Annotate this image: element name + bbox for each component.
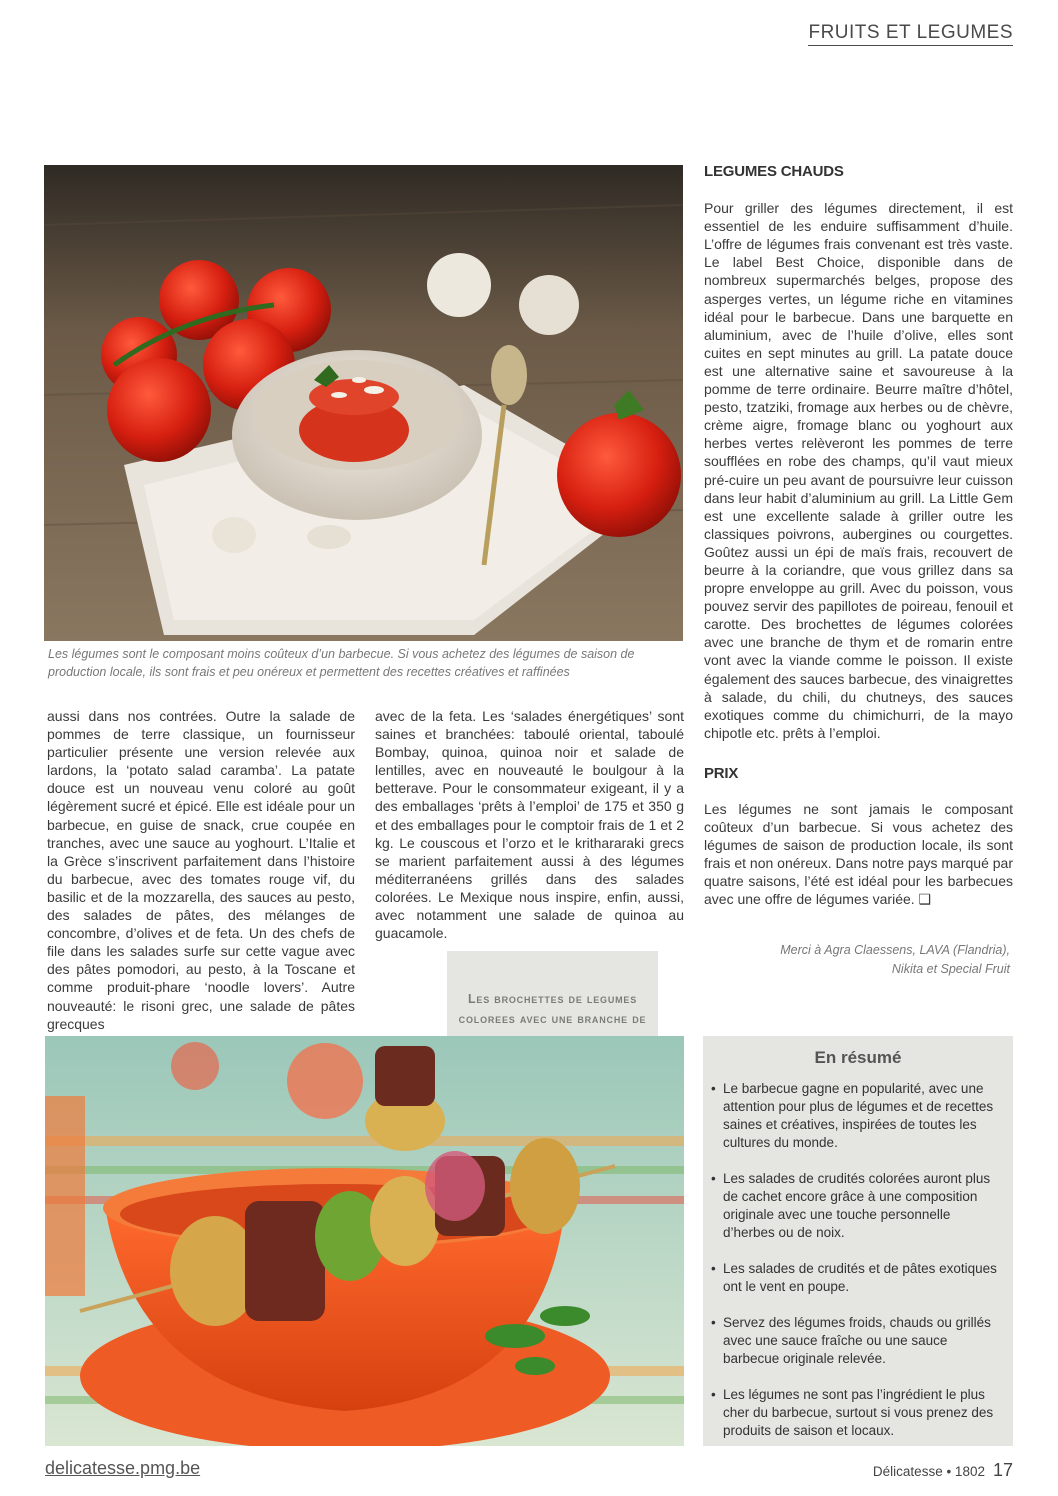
summary-item: • Servez des légumes froids, chauds ou grillés avec une sauce fraîche ou une sauce barbecue originale relevée. xyxy=(711,1314,1003,1368)
pull-quote-text: Les brochettes de legumes colorees avec une branche de xyxy=(458,992,647,1026)
credit-line-1: Merci à Agra Claessens, LAVA (Flandria), xyxy=(780,943,1010,957)
website-link[interactable]: delicatesse.pmg.be xyxy=(45,1458,201,1478)
credits xyxy=(750,941,1010,979)
skewer-bowl-photo xyxy=(45,1036,684,1446)
column-1-text: aussi dans nos contrées. Outre la salade de pommes de terre classique, un fournisseur particulier présente une version relevée aux lardons, la ‘potato salad caramba’. La patate douce est un nouveau venu coloré au goût légèrement sucré et épicé. Elle est idéale pour un barbecue, en guise de snack, crue coupée en tranches, avec une sauce au yoghourt. L’Italie et la Grèce s’inscrivent parfaitement dans l’histoire du barbecue, avec des tomates rouge vif, du basilic et de la mozzarella, des sauces au pesto, des salades de pâtes, des mélanges de concombre, d’olives et de feta. Un des chefs de file dans les salades surfe sur cette vague avec des pâtes pomodori, au pesto, à la Toscane et comme produit-phare ‘noodle lovers’. Autre nouveauté: le risoni grec, une salade de pâtes grecques xyxy=(47,708,355,1032)
summary-title: En résumé xyxy=(814,1048,902,1067)
summary-item: • Les salades de crudités colorées auront plus de cachet encore grâce à une composition originale avec une touche personnelle d’herbes ou de noix. xyxy=(711,1170,1003,1242)
page-footer xyxy=(873,1460,1013,1481)
summary-item: • Le barbecue gagne en popularité, avec une attention pour plus de légumes et de recettes saines et créatives, inspirées de toutes les cultures du monde. xyxy=(711,1080,1003,1152)
column-2-text: avec de la feta. Les ‘salades énergétiques’ sont saines et branchées: taboulé oriental, taboulé Bombay, quinoa, quinoa noir et salade de lentilles, avec en nouveauté le boulgour à la betterave. Pour le consommateur exigeant, il y a des emballages ‘prêts à l’emploi’ de 175 et 350 g et des emballages pour le comptoir frais de 1 et 2 kg. Le couscous et l’orzo et le krithararaki grecs se marient parfaitement aussi à des légumes méditerranéens grillés dans des salades colorées. Le Mexique nous inspire, enfin, aussi, avec notamment une salade de quinoa au guacamole. xyxy=(375,708,684,942)
summary-item: • Les légumes ne sont pas l’ingrédient le plus cher du barbecue, surtout si vous prenez des produits de saison et locaux. xyxy=(711,1386,1003,1440)
credit-line-2: Nikita et Special Fruit xyxy=(891,962,1010,976)
article-column-1 xyxy=(47,707,355,1033)
photo-caption: Les légumes sont le composant moins coûteux d’un barbecue. Si vous achetez des légumes de saison de production locale, ils sont frais et peu onéreux et permettent des recettes créatives et raffinées xyxy=(48,647,635,679)
article-column-2 xyxy=(375,707,684,942)
summary-item: • Les salades de crudités et de pâtes exotiques ont le vent en poupe. xyxy=(711,1260,1003,1296)
page-number: 17 xyxy=(992,1460,1013,1480)
heading-prix: PRIX xyxy=(704,764,739,782)
prix-text: Les légumes ne sont jamais le composant coûteux d’un barbecue. Si vous achetez des légumes de saison de production locale, ils sont frais et non onéreux. Dans notre pays marqué par quatre saisons, l’été est idéal pour les barbecues avec une offre de légumes variée. ❑ xyxy=(704,801,1013,908)
magazine-issue: Délicatesse • 1802 xyxy=(872,1464,985,1479)
article-column-3 xyxy=(704,163,1013,909)
summary-list xyxy=(703,1080,1013,1440)
heading-legumes-chauds: LEGUMES CHAUDS xyxy=(704,163,844,180)
summary-box xyxy=(703,1036,1013,1446)
section-title: FRUITS ET LEGUMES xyxy=(808,22,1013,46)
tomato-dish-photo xyxy=(44,165,683,641)
legumes-chauds-text: Pour griller des légumes directement, il est essentiel de les enduire suffisamment d’huile. L’offre de légumes frais convenant est très vaste. Le label Best Choice, disponible dans de nombreux supermarchés belges, propose des asperges vertes, un légume riche en vitamines idéal pour le barbecue. Dans une barquette en aluminium, avec de l’huile d’olive, elles sont cuites en sept minutes au grill. La patate douce est une alternative saine et savoureuse à la pomme de terre ordinaire. Beurre maître d’hôtel, pesto, tzatziki, fromage aux herbes ou de chèvre, crème aigre, fromage blanc ou yoghourt aux herbes vertes relèveront les pommes de terre soufflées en robe des champs, qu’il vaut mieux pré-cuire un peu avant de poursuivre leur cuisson dans leur habit d’aluminium au grill. La Little Gem est une excellente salade à griller outre les classiques poivrons, aubergines ou courgettes. Goûtez aussi un épi de maïs frais, recouvert de beurre à la coriandre, que vous grillez dans sa propre enveloppe au grill. Avec du poisson, vous pouvez servir des papillotes de poireau, fenouil et carotte. Des brochettes de légumes colorées avec une branche de thym et de romarin entre vont avec la viande comme le poisson. Il existe également des sauces barbecue, des vinaigrettes à salade, du chili, du chutneys, des sauces exotiques comme du chimichurri, de la mayo chipotle etc. prêts à l’emploi. xyxy=(704,200,1013,741)
